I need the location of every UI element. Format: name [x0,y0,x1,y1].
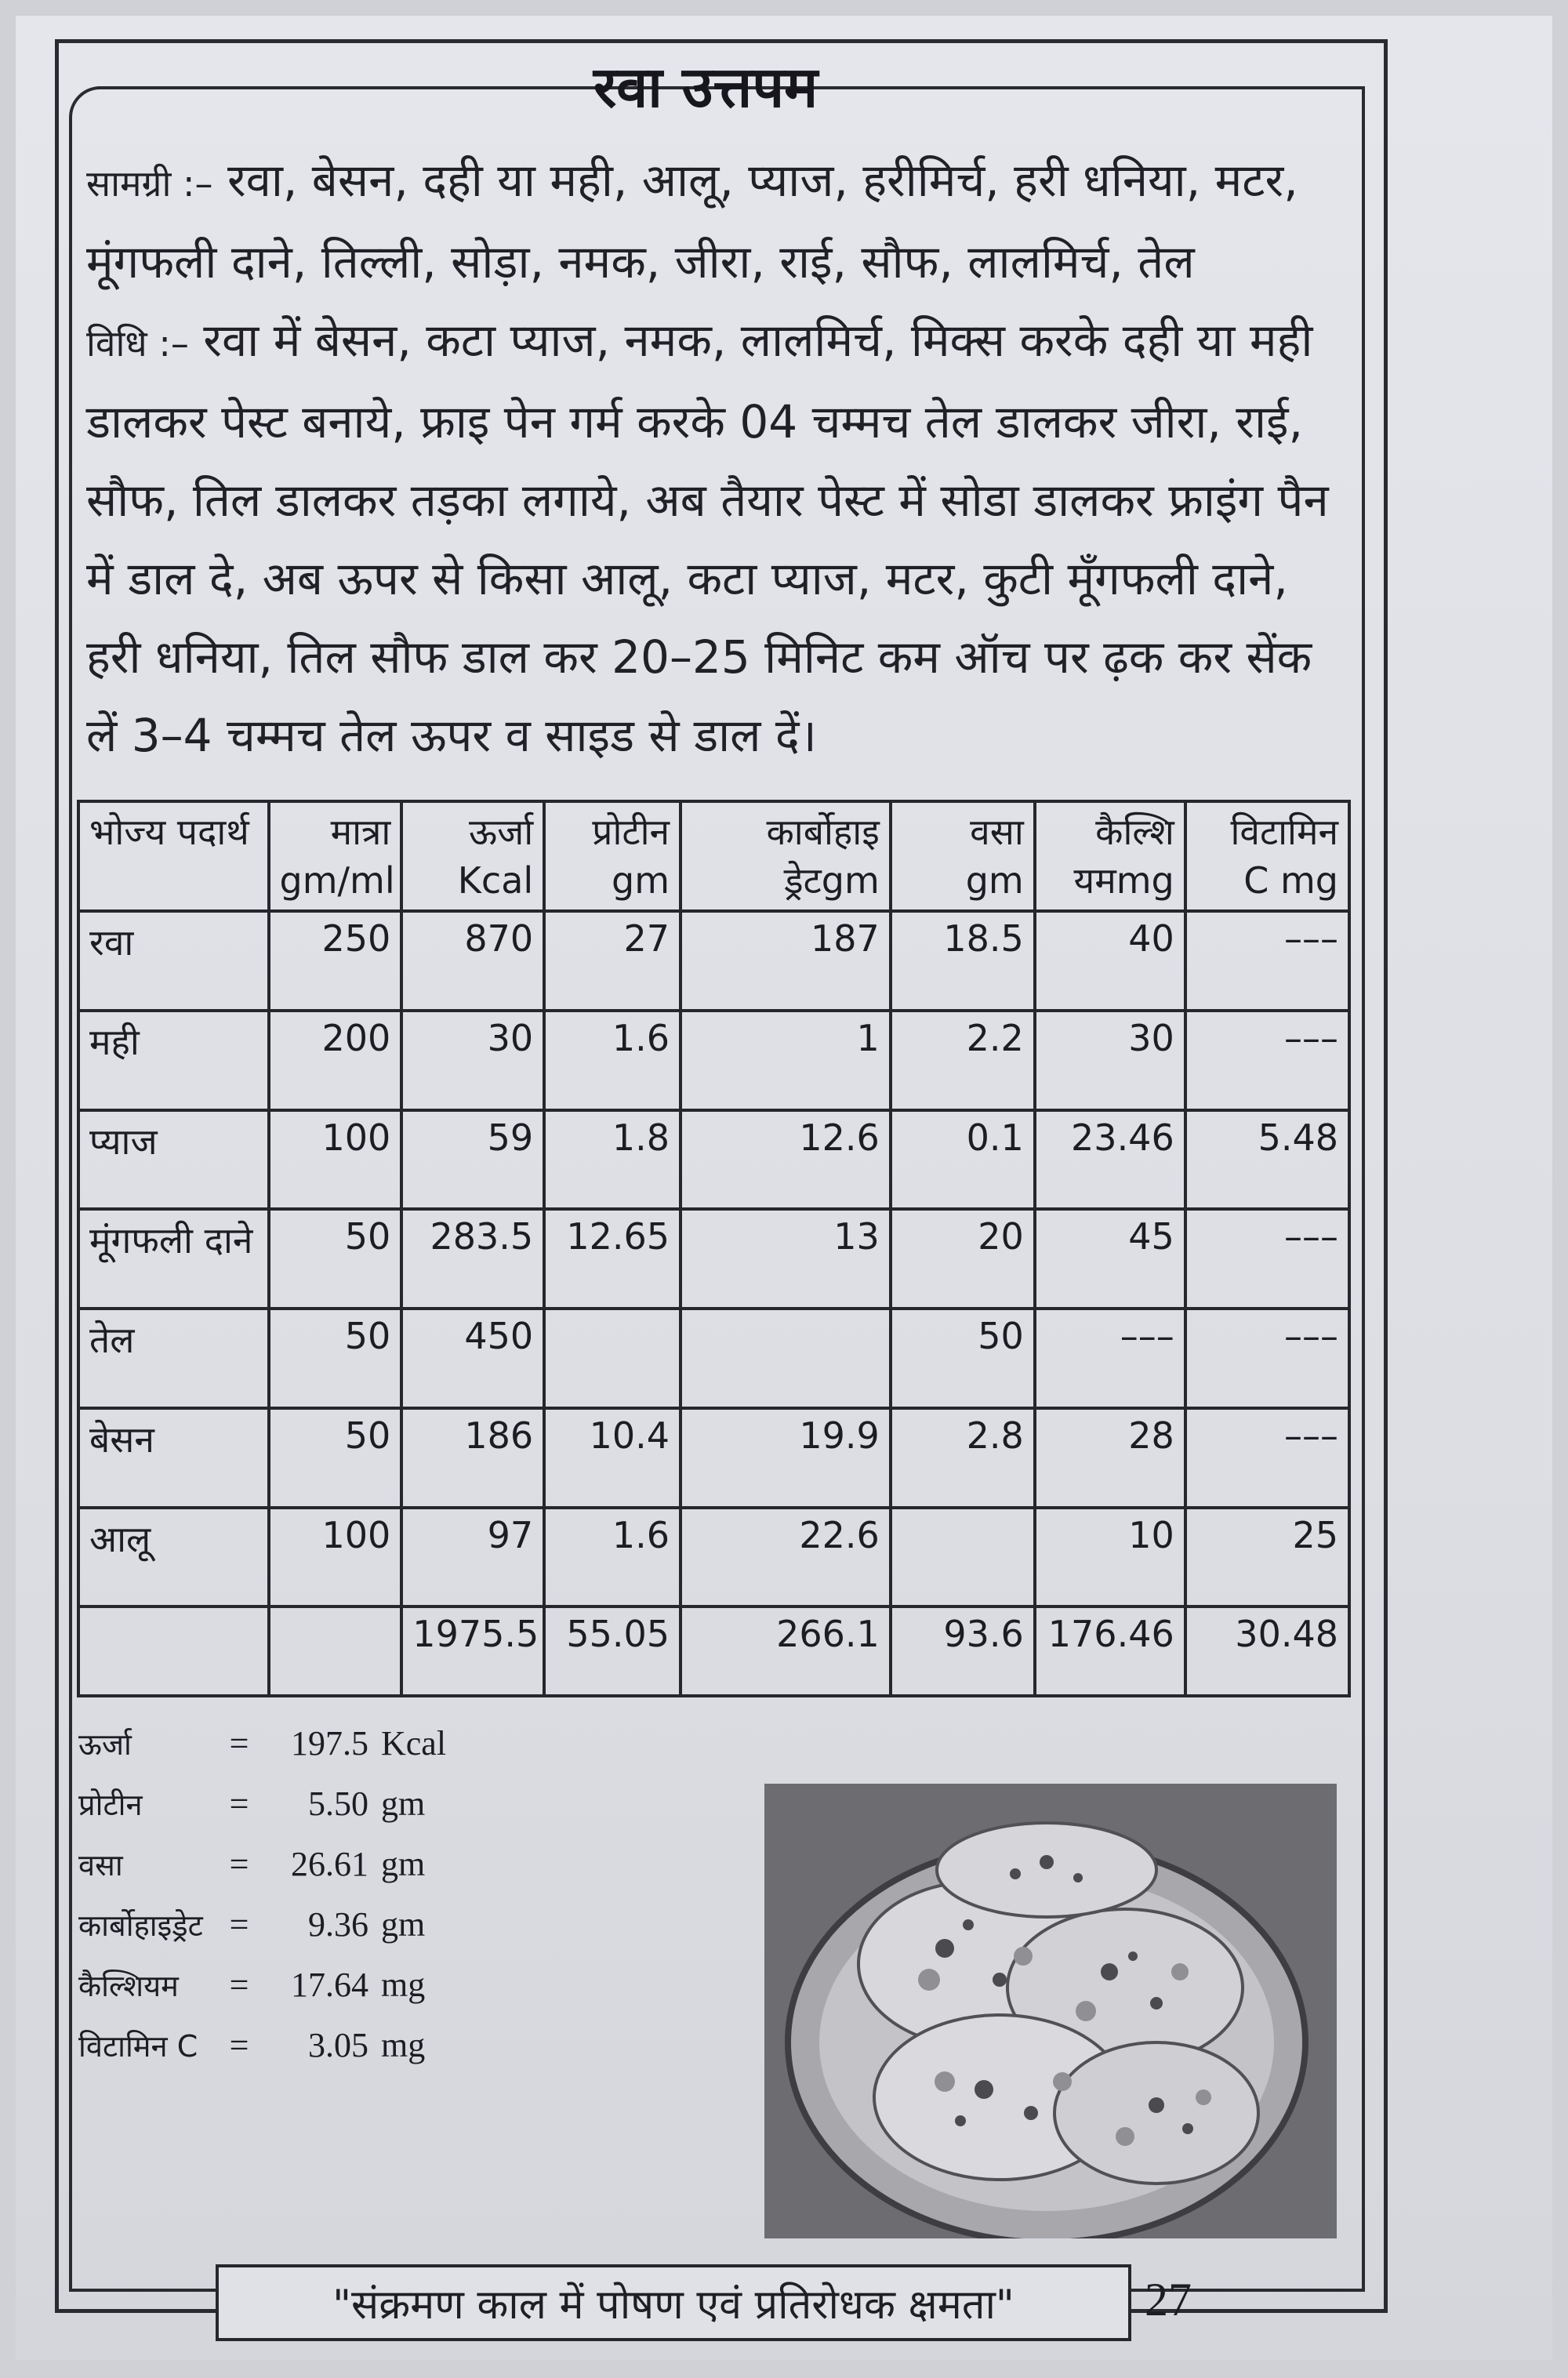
cell-quantity: 50 [269,1408,402,1508]
cell-fat: 18.5 [891,911,1035,1011]
ingredients-label: सामग्री :– [86,162,213,205]
book-page [16,16,1552,2360]
cell-carbohydrate [681,1309,891,1408]
cell-vitamin-c: ––– [1185,1209,1349,1309]
method-paragraph [86,301,1341,775]
summary-unit: gm [381,1845,426,1883]
cell-food: बेसन [78,1408,269,1508]
table-row [78,1408,1349,1508]
summary-label: ऊर्जा [78,1726,132,1762]
nutrition-summary [78,1713,517,2075]
cell-carbohydrate: 19.9 [681,1408,891,1508]
cell-quantity: 100 [269,1110,402,1210]
cell-vitamin-c: ––– [1185,1011,1349,1110]
summary-value: 5.50 [308,1784,368,1823]
header-protein: प्रोटीन gm [544,801,681,911]
cell-protein: 27 [544,911,681,1011]
cell-food: आलू [78,1508,269,1607]
cell-food [78,1607,269,1696]
summary-equals: = [229,2026,249,2064]
cell-energy: 59 [401,1110,544,1210]
cell-fat: 50 [891,1309,1035,1408]
summary-value: 3.05 [308,2026,368,2064]
cell-fat: 93.6 [891,1607,1035,1696]
table-row [78,1508,1349,1607]
cell-quantity: 200 [269,1011,402,1110]
method-label: विधि :– [86,322,189,365]
cell-food: रवा [78,911,269,1011]
cell-calcium: 10 [1035,1508,1185,1607]
cell-food: मही [78,1011,269,1110]
cell-energy: 450 [401,1309,544,1408]
summary-label: कार्बोहाइड्रेट [78,1908,203,1943]
cell-calcium: ––– [1035,1309,1185,1408]
cell-fat: 2.2 [891,1011,1035,1110]
cell-energy: 97 [401,1508,544,1607]
header-quantity: मात्रा gm/ml [269,801,402,911]
cell-vitamin-c: ––– [1185,1408,1349,1508]
cell-carbohydrate: 187 [681,911,891,1011]
summary-row [78,1955,517,2015]
header-carbohydrate: कार्बोहाइ ड्रेटgm [681,801,891,911]
cell-fat: 2.8 [891,1408,1035,1508]
footer-banner [216,2264,1131,2341]
cell-food: तेल [78,1309,269,1408]
cell-fat: 20 [891,1209,1035,1309]
cell-calcium: 23.46 [1035,1110,1185,1210]
header-vitamin-c: विटामिन C mg [1185,801,1349,911]
cell-protein: 1.6 [544,1508,681,1607]
summary-equals: = [229,1845,249,1883]
cell-vitamin-c: 25 [1185,1508,1349,1607]
cell-carbohydrate: 13 [681,1209,891,1309]
cell-food: प्याज [78,1110,269,1210]
ingredients-text: रवा, बेसन, दही या मही, आलू, प्याज, हरीमिर्च, हरी धनिया, मटर, मूंगफली दाने, तिल्ली, सोड़ा, नमक, जीरा, राई, सौफ, लालमिर्च, तेल [86,154,1298,289]
cell-vitamin-c: 5.48 [1185,1110,1349,1210]
table-row [78,1209,1349,1309]
summary-unit: mg [381,1966,426,2004]
cell-energy: 1975.5 [401,1607,544,1696]
summary-label: वसा [78,1847,123,1882]
footer-text: "संक्रमण काल में पोषण एवं प्रतिरोधक क्षमता" [332,2281,1014,2329]
cell-fat [891,1508,1035,1607]
cell-quantity: 100 [269,1508,402,1607]
cell-calcium: 30 [1035,1011,1185,1110]
header-energy: ऊर्जा Kcal [401,801,544,911]
cell-energy: 186 [401,1408,544,1508]
summary-row [78,2015,517,2075]
summary-unit: gm [381,1784,426,1823]
cell-carbohydrate: 266.1 [681,1607,891,1696]
cell-protein [544,1309,681,1408]
cell-food: मूंगफली दाने [78,1209,269,1309]
uttapam-photo [764,1784,1337,2238]
summary-value: 17.64 [291,1966,368,2004]
summary-row [78,1834,517,1894]
summary-label: कैल्शियम [78,1968,179,2003]
cell-carbohydrate: 1 [681,1011,891,1110]
table-row [78,1110,1349,1210]
cell-quantity: 250 [269,911,402,1011]
cell-energy: 283.5 [401,1209,544,1309]
summary-unit: mg [381,2026,426,2064]
summary-equals: = [229,1966,249,2004]
summary-equals: = [229,1784,249,1823]
cell-calcium: 176.46 [1035,1607,1185,1696]
summary-unit: Kcal [381,1724,447,1763]
summary-row [78,1894,517,1955]
summary-value: 9.36 [308,1905,368,1944]
method-text: रवा में बेसन, कटा प्याज, नमक, लालमिर्च, मिक्स करके दही या मही डालकर पेस्ट बनाये, फ्राइ पेन गर्म करके 04 चम्मच तेल डालकर जीरा, राई, सौफ, तिल डालकर तड़का लगाये, अब तैयार पेस्ट में सोडा डालकर फ्राइंग पैन में डाल दे, अब ऊपर से किसा आलू, कटा प्याज, मटर, कुटी मूँगफली दाने, हरी धनिया, तिल सौफ डाल कर 20–25 मिनिट कम ऑच पर ढ़क कर सेंक लें 3–4 चम्मच तेल ऊपर व साइड से डाल दें। [86,314,1329,762]
summary-unit: gm [381,1905,426,1944]
cell-protein: 1.8 [544,1110,681,1210]
cell-protein: 10.4 [544,1408,681,1508]
cell-protein: 55.05 [544,1607,681,1696]
page-number: 27 [1145,2273,1192,2325]
summary-value: 197.5 [291,1724,368,1763]
ingredients-paragraph [86,141,1341,301]
table-row [78,1011,1349,1110]
table-row [78,911,1349,1011]
cell-carbohydrate: 12.6 [681,1110,891,1210]
cell-protein: 1.6 [544,1011,681,1110]
cell-energy: 870 [401,911,544,1011]
summary-label: प्रोटीन [78,1787,143,1822]
summary-label: विटामिन C [78,2028,198,2064]
cell-quantity [269,1607,402,1696]
header-calcium: कैल्शि यमmg [1035,801,1185,911]
cell-carbohydrate: 22.6 [681,1508,891,1607]
table-row [78,1309,1349,1408]
summary-value: 26.61 [291,1845,368,1883]
cell-calcium: 40 [1035,911,1185,1011]
header-food: भोज्य पदार्थ [78,801,269,911]
cell-energy: 30 [401,1011,544,1110]
table-header-row [78,801,1349,911]
recipe-body [86,141,1341,775]
cell-vitamin-c: ––– [1185,911,1349,1011]
cell-calcium: 28 [1035,1408,1185,1508]
cell-quantity: 50 [269,1309,402,1408]
cell-fat: 0.1 [891,1110,1035,1210]
header-fat: वसा gm [891,801,1035,911]
summary-row [78,1774,517,1834]
summary-equals: = [229,1724,249,1763]
cell-quantity: 50 [269,1209,402,1309]
summary-equals: = [229,1905,249,1944]
nutrition-table [77,800,1351,1697]
summary-row [78,1713,517,1774]
cell-calcium: 45 [1035,1209,1185,1309]
table-total-row [78,1607,1349,1696]
cell-vitamin-c: 30.48 [1185,1607,1349,1696]
cell-vitamin-c: ––– [1185,1309,1349,1408]
recipe-title: रवा उत्तपम [593,54,818,120]
cell-protein: 12.65 [544,1209,681,1309]
